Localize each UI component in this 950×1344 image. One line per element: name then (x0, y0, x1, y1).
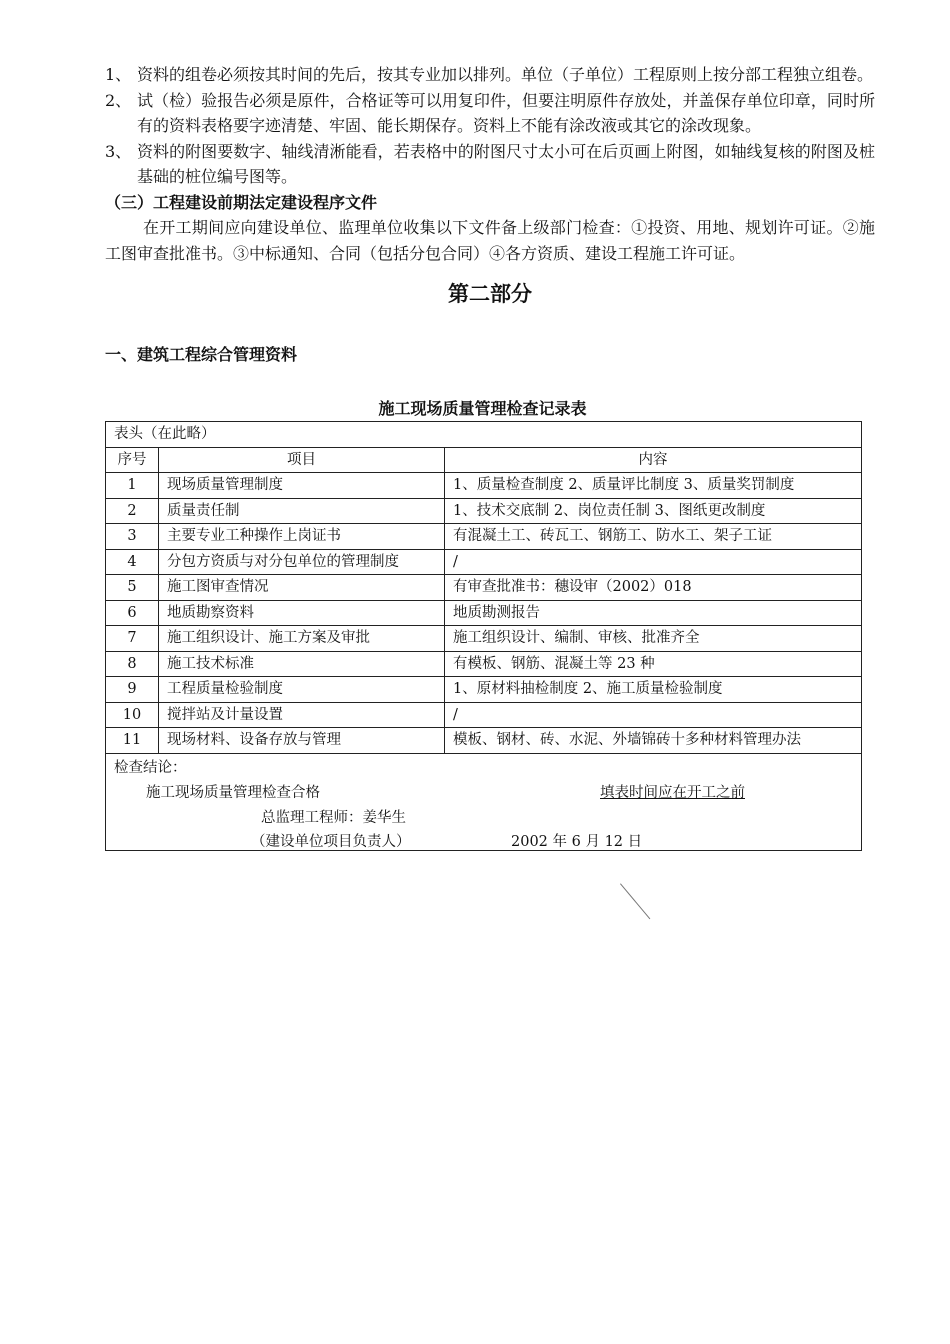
list-item-2 (105, 88, 875, 139)
table-row (106, 498, 862, 524)
cell-item: 现场质量管理制度 (159, 473, 445, 499)
cell-item: 施工组织设计、施工方案及审批 (159, 626, 445, 652)
cell-content: 地质勘测报告 (445, 600, 862, 626)
signer: 总监理工程师：姜华生 (261, 809, 406, 826)
callout-leader-line (620, 883, 650, 919)
cell-content: 有混凝土工、砖瓦工、钢筋工、防水工、架子工证 (445, 524, 862, 550)
list-text: 资料的组卷必须按其时间的先后，按其专业加以排列。单位（子单位）工程原则上按分部工程独立组卷。 (137, 65, 874, 84)
part-title: 第二部分 (448, 282, 532, 306)
cell-item: 分包方资质与对分包单位的管理制度 (159, 549, 445, 575)
sign-date: 2002 年 6 月 12 日 (511, 833, 643, 850)
cell-seq: 3 (106, 524, 159, 550)
document-page (105, 62, 875, 851)
cell-item: 主要专业工种操作上岗证书 (159, 524, 445, 550)
cell-seq: 2 (106, 498, 159, 524)
cell-content: 有模板、钢筋、混凝土等 23 种 (445, 651, 862, 677)
table-header-note-row (106, 422, 862, 448)
table-row (106, 549, 862, 575)
table-row (106, 600, 862, 626)
header-note: 表头（在此略） (106, 422, 862, 448)
conclusion-cell (106, 753, 862, 850)
table-row (106, 677, 862, 703)
cell-content: 1、质量检查制度 2、质量评比制度 3、质量奖罚制度 (445, 473, 862, 499)
cell-item: 地质勘察资料 (159, 600, 445, 626)
col-header-item: 项目 (159, 447, 445, 473)
signer-note: （建设单位项目负责人） (251, 833, 411, 850)
list-text: 试（检）验报告必须是原件，合格证等可以用复印件，但要注明原件存放处，并盖保存单位印章，同时所有的资料表格要字迹清楚、牢固、能长期保存。资料上不能有涂改液或其它的涂改现象。 (137, 90, 875, 135)
cell-seq: 5 (106, 575, 159, 601)
cell-seq: 11 (106, 728, 159, 754)
table-row (106, 524, 862, 550)
list-number: 2、 (105, 90, 132, 110)
cell-seq: 9 (106, 677, 159, 703)
cell-content: / (445, 549, 862, 575)
table-header-row (106, 447, 862, 473)
section1-heading: 一、建筑工程综合管理资料 (105, 345, 298, 364)
cell-content: 施工组织设计、编制、审核、批准齐全 (445, 626, 862, 652)
cell-item: 搅拌站及计量设置 (159, 702, 445, 728)
col-header-seq: 序号 (106, 447, 159, 473)
section3-paragraph: 在开工期间应向建设单位、监理单位收集以下文件备上级部门检查：①投资、用地、规划许可证。②施工图审查批准书。③中标通知、合同（包括分包合同）④各方资质、建设工程施工许可证。 (105, 218, 875, 263)
list-number: 3、 (105, 141, 132, 161)
cell-item: 施工图审查情况 (159, 575, 445, 601)
cell-content: 有审查批准书：穗设审（2002）018 (445, 575, 862, 601)
cell-item: 质量责任制 (159, 498, 445, 524)
conclusion-row (106, 753, 862, 850)
section3-heading: （三）工程建设前期法定建设程序文件 (105, 192, 378, 212)
conclusion-label: 检查结论： (114, 759, 187, 776)
col-header-content: 内容 (445, 447, 862, 473)
callout-note: 填表时间应在开工之前 (600, 784, 745, 801)
list-item-1 (105, 62, 875, 88)
cell-content: 模板、钢材、砖、水泥、外墙锦砖十多种材料管理办法 (445, 728, 862, 754)
cell-content: / (445, 702, 862, 728)
table-row (106, 473, 862, 499)
cell-seq: 6 (106, 600, 159, 626)
list-number: 1、 (105, 65, 132, 84)
cell-seq: 7 (106, 626, 159, 652)
cell-item: 现场材料、设备存放与管理 (159, 728, 445, 754)
list-text: 资料的附图要数字、轴线清淅能看，若表格中的附图尺寸太小可在后页画上附图，如轴线复核的附图及桩基础的桩位编号图等。 (137, 141, 875, 186)
cell-seq: 1 (106, 473, 159, 499)
cell-seq: 4 (106, 549, 159, 575)
cell-content: 1、技术交底制 2、岗位责任制 3、图纸更改制度 (445, 498, 862, 524)
table-title: 施工现场质量管理检查记录表 (378, 398, 587, 418)
table-row (106, 702, 862, 728)
conclusion-text: 施工现场质量管理检查合格 (146, 784, 320, 801)
cell-content: 1、原材料抽检制度 2、施工质量检验制度 (445, 677, 862, 703)
table-row (106, 651, 862, 677)
table-row (106, 575, 862, 601)
list-item-3 (105, 139, 875, 190)
table-row (106, 626, 862, 652)
cell-seq: 8 (106, 651, 159, 677)
table-row (106, 728, 862, 754)
quality-check-table (105, 421, 862, 851)
cell-seq: 10 (106, 702, 159, 728)
cell-item: 工程质量检验制度 (159, 677, 445, 703)
cell-item: 施工技术标准 (159, 651, 445, 677)
